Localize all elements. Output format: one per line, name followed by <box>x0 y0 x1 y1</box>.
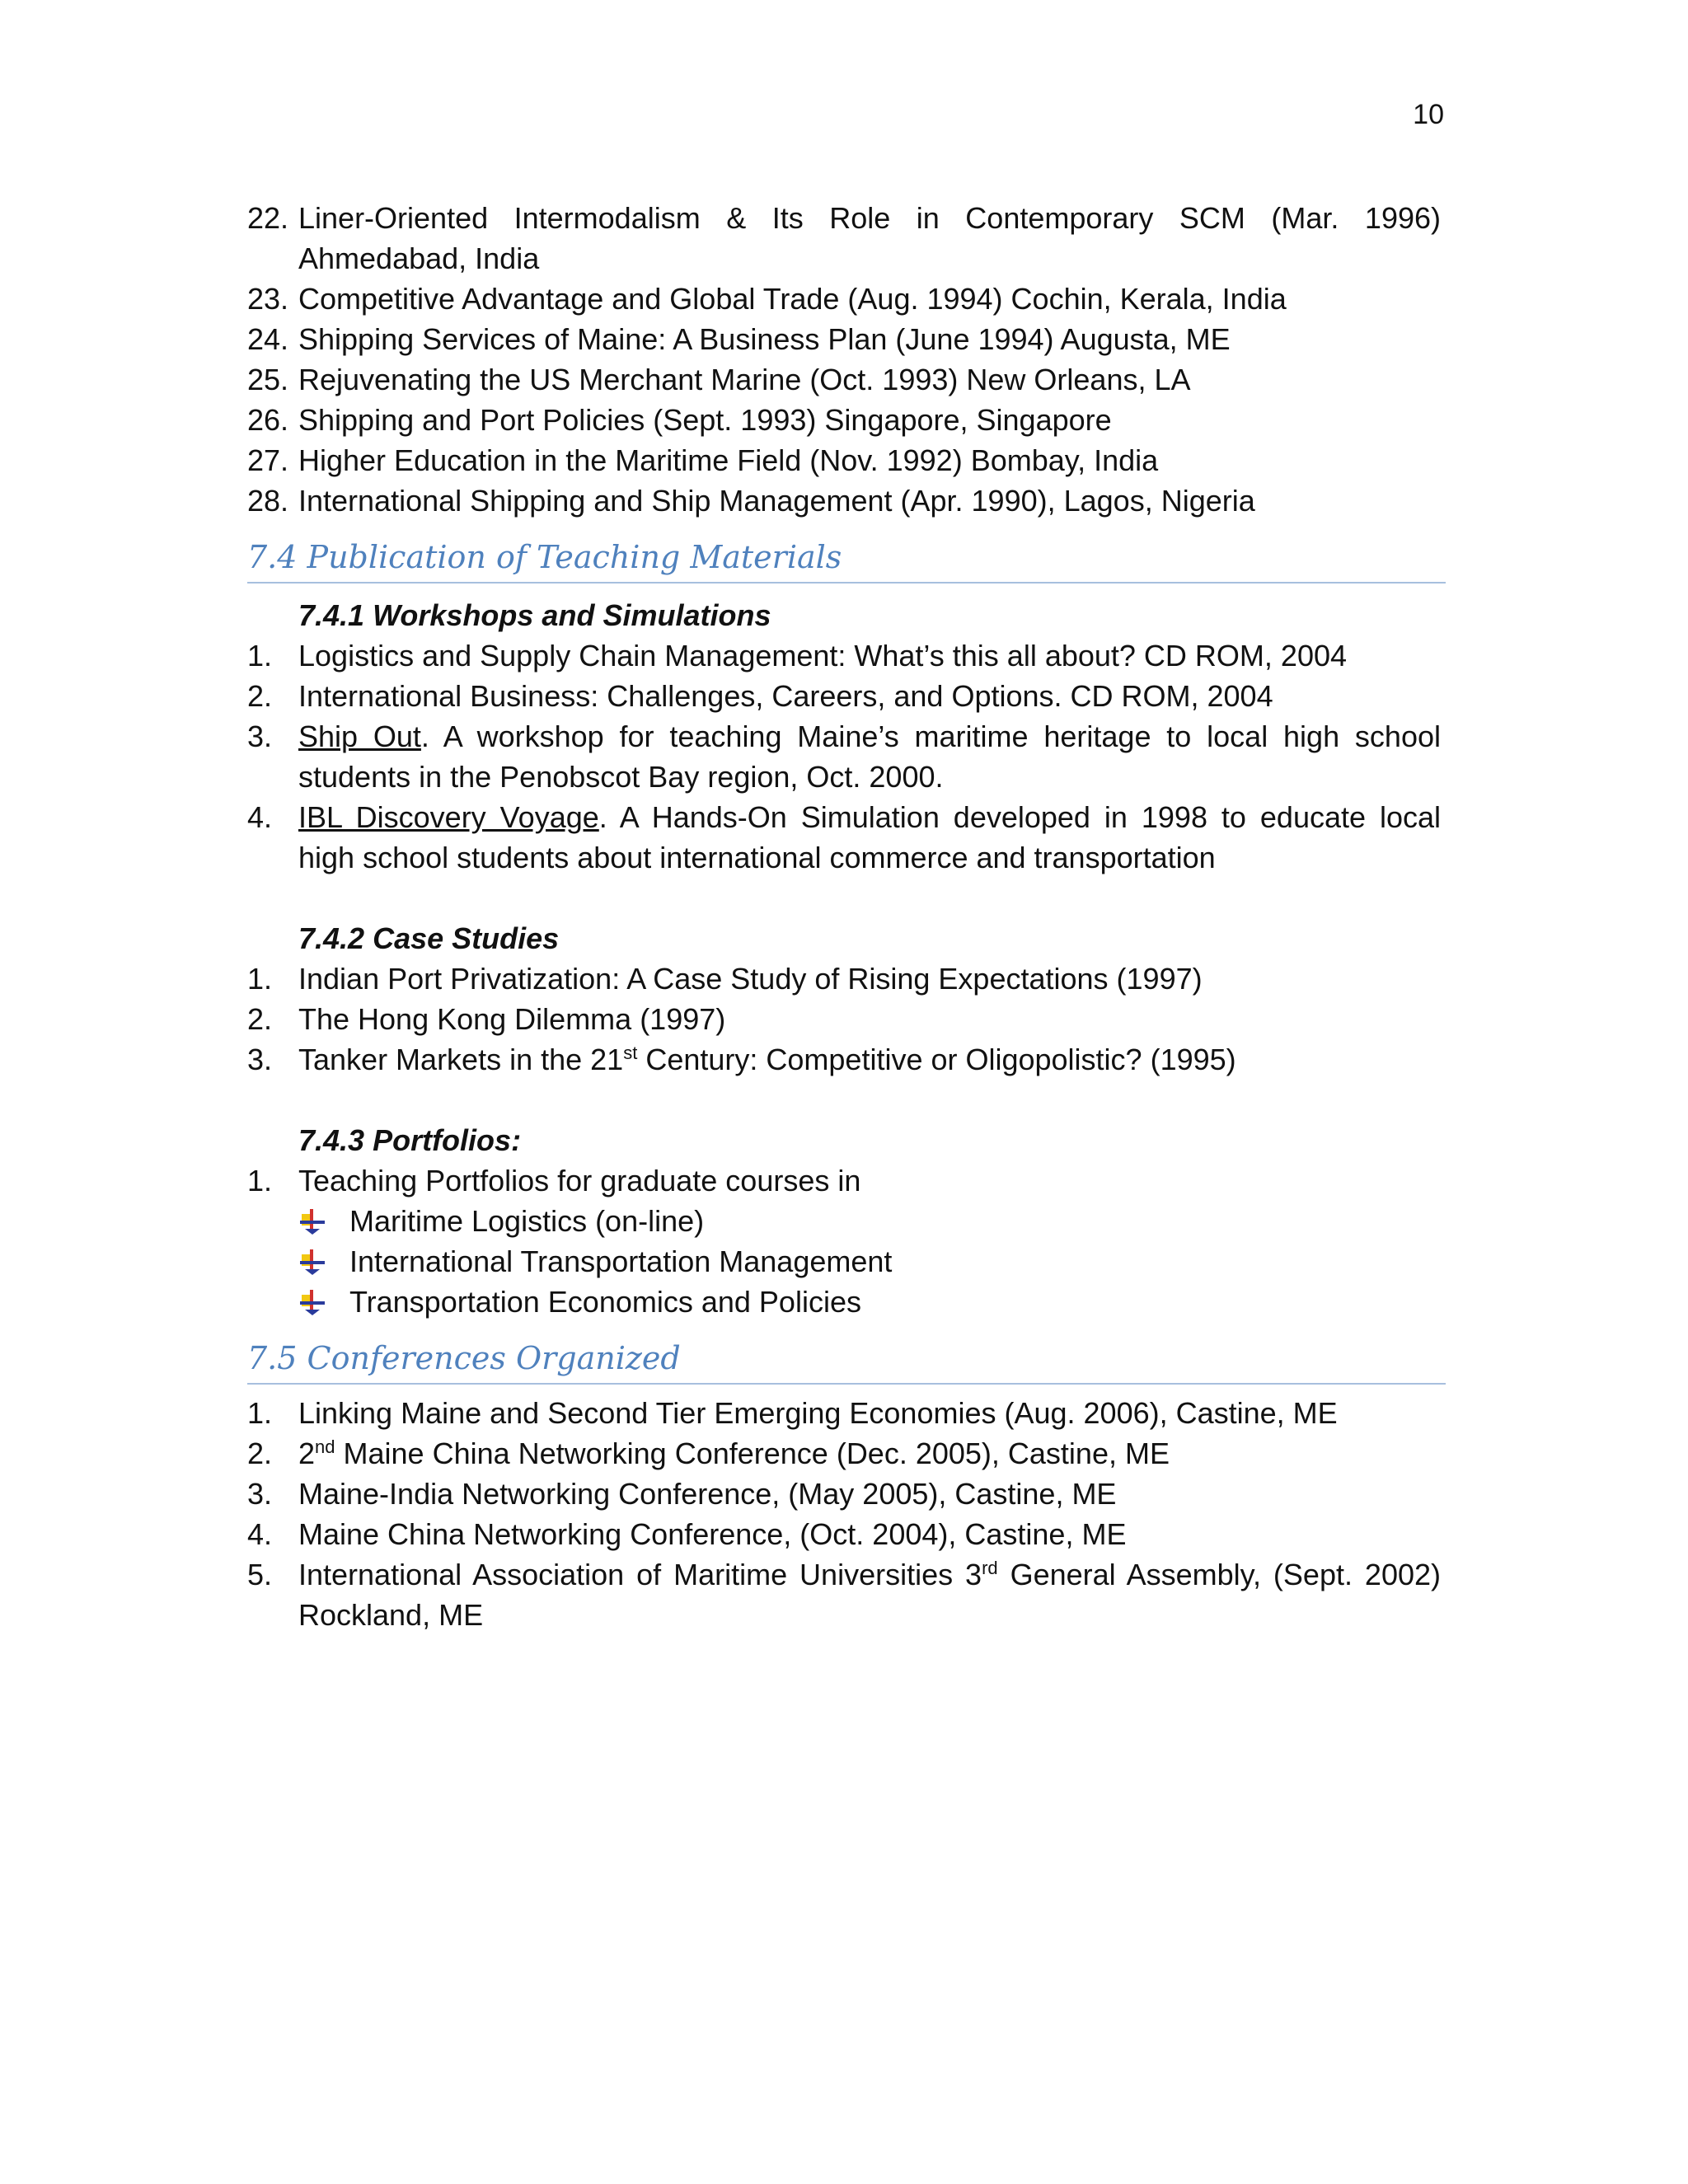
list-number: 5. <box>247 1558 273 1591</box>
list-number: 4. <box>247 1517 273 1551</box>
list-text: Shipping and Port Policies (Sept. 1993) Singapore, Singapore <box>298 403 1112 437</box>
list-number: 1. <box>247 639 273 673</box>
bullet-text: Maritime Logistics (on-line) <box>349 1204 705 1238</box>
list-item <box>247 198 1441 279</box>
list-text: Higher Education in the Maritime Field (Nov. 1992) Bombay, India <box>298 443 1159 477</box>
list-text: Liner-Oriented Intermodalism & Its Role in Contemporary SCM (Mar. 1996) Ahmedabad, India <box>298 201 1441 275</box>
ordinal-suffix: st <box>623 1043 638 1063</box>
list-text <box>298 1039 1441 1080</box>
arrow-bullet-icon <box>298 1241 349 1282</box>
case-studies-list <box>247 958 1441 1080</box>
list-number: 3. <box>247 1043 273 1076</box>
page-number: 10 <box>1413 99 1444 130</box>
subsection-heading-workshops: 7.4.1 Workshops and Simulations <box>298 598 771 632</box>
list-text: The Hong Kong Dilemma (1997) <box>298 1002 726 1036</box>
ordinal-suffix: nd <box>315 1436 335 1457</box>
list-item <box>247 716 1441 797</box>
list-item <box>247 1160 1441 1201</box>
list-number: 27. <box>247 443 289 477</box>
list-text <box>298 1554 1441 1635</box>
workshop-title: IBL Discovery Voyage <box>298 800 599 834</box>
list-number: 22. <box>247 201 289 235</box>
spacer <box>247 1080 1441 1120</box>
list-number: 26. <box>247 403 289 437</box>
arrow-bullet-icon <box>298 1201 349 1241</box>
arrow-bullet-icon <box>298 1282 349 1322</box>
list-text <box>298 797 1441 878</box>
list-number: 2. <box>247 1002 273 1036</box>
workshops-list <box>247 635 1441 878</box>
list-item <box>247 1554 1441 1635</box>
list-number: 23. <box>247 282 289 316</box>
list-item <box>247 400 1441 440</box>
list-item <box>247 1474 1441 1514</box>
bullet-item <box>247 1201 1441 1241</box>
list-number: 3. <box>247 1477 273 1511</box>
workshop-description: . A Hands-On Simulation developed in 1998 to educate local high school students about international commerce and transportation <box>298 800 1442 874</box>
bullet-item <box>247 1282 1441 1322</box>
page-content <box>247 198 1441 1635</box>
list-text: Linking Maine and Second Tier Emerging Economies (Aug. 2006), Castine, ME <box>298 1396 1338 1430</box>
subsection-heading-case-studies: 7.4.2 Case Studies <box>298 921 560 955</box>
list-text: International Business: Challenges, Careers, and Options. CD ROM, 2004 <box>298 679 1273 713</box>
continued-list <box>247 198 1441 521</box>
list-text: Indian Port Privatization: A Case Study of Rising Expectations (1997) <box>298 962 1203 996</box>
list-item <box>247 1433 1441 1474</box>
list-number: 3. <box>247 719 273 753</box>
list-text <box>298 716 1441 797</box>
text-part: 2 <box>298 1436 316 1470</box>
list-item <box>247 1514 1441 1554</box>
section-heading-7-4: 7.4 Publication of Teaching Materials <box>247 536 1446 583</box>
list-item <box>247 480 1441 521</box>
section-heading-7-5: 7.5 Conferences Organized <box>247 1337 1446 1385</box>
list-item <box>247 279 1441 319</box>
list-item <box>247 797 1441 878</box>
bullet-item <box>247 1241 1441 1282</box>
list-text: Shipping Services of Maine: A Business Plan (June 1994) Augusta, ME <box>298 322 1231 356</box>
bullet-text: Transportation Economics and Policies <box>349 1285 861 1319</box>
list-number: 1. <box>247 1164 273 1197</box>
subsection-heading-portfolios: 7.4.3 Portfolios: <box>298 1123 522 1157</box>
list-number: 2. <box>247 1436 273 1470</box>
list-number: 28. <box>247 484 289 518</box>
spacer <box>247 878 1441 918</box>
list-number: 4. <box>247 800 273 834</box>
list-item <box>247 1393 1441 1433</box>
text-part: Century: Competitive or Oligopolistic? (1995) <box>637 1043 1236 1076</box>
list-text: Maine China Networking Conference, (Oct. 2004), Castine, ME <box>298 1517 1127 1551</box>
list-number: 24. <box>247 322 289 356</box>
list-number: 2. <box>247 679 273 713</box>
text-part: General Assembly, (Sept. 2002) Rockland, ME <box>298 1558 1441 1632</box>
text-part: International Association of Maritime Universities 3 <box>298 1558 982 1591</box>
list-item <box>247 359 1441 400</box>
list-text: Competitive Advantage and Global Trade (Aug. 1994) Cochin, Kerala, India <box>298 282 1287 316</box>
bullet-text: International Transportation Management <box>349 1244 893 1278</box>
workshop-description: . A workshop for teaching Maine’s maritime heritage to local high school students in the Penobscot Bay region, Oct. 2000. <box>298 719 1441 794</box>
list-item <box>247 676 1441 716</box>
workshop-title: Ship Out <box>298 719 421 753</box>
list-text: Logistics and Supply Chain Management: What’s this all about? CD ROM, 2004 <box>298 639 1348 673</box>
list-number: 25. <box>247 363 289 396</box>
list-text: Teaching Portfolios for graduate courses in <box>298 1164 861 1197</box>
list-text <box>298 1433 1441 1474</box>
list-number: 1. <box>247 1396 273 1430</box>
conferences-list <box>247 1393 1441 1635</box>
list-item <box>247 635 1441 676</box>
ordinal-suffix: rd <box>982 1558 998 1578</box>
list-text: Rejuvenating the US Merchant Marine (Oct. 1993) New Orleans, LA <box>298 363 1191 396</box>
list-item <box>247 999 1441 1039</box>
list-number: 1. <box>247 962 273 996</box>
portfolios-list <box>247 1160 1441 1322</box>
list-item <box>247 319 1441 359</box>
list-item <box>247 1039 1441 1080</box>
text-part: Maine China Networking Conference (Dec. 2005), Castine, ME <box>335 1436 1170 1470</box>
text-part: Tanker Markets in the 21 <box>298 1043 624 1076</box>
list-item <box>247 958 1441 999</box>
list-item <box>247 440 1441 480</box>
list-text: Maine-India Networking Conference, (May 2005), Castine, ME <box>298 1477 1117 1511</box>
list-text: International Shipping and Ship Management (Apr. 1990), Lagos, Nigeria <box>298 484 1255 518</box>
